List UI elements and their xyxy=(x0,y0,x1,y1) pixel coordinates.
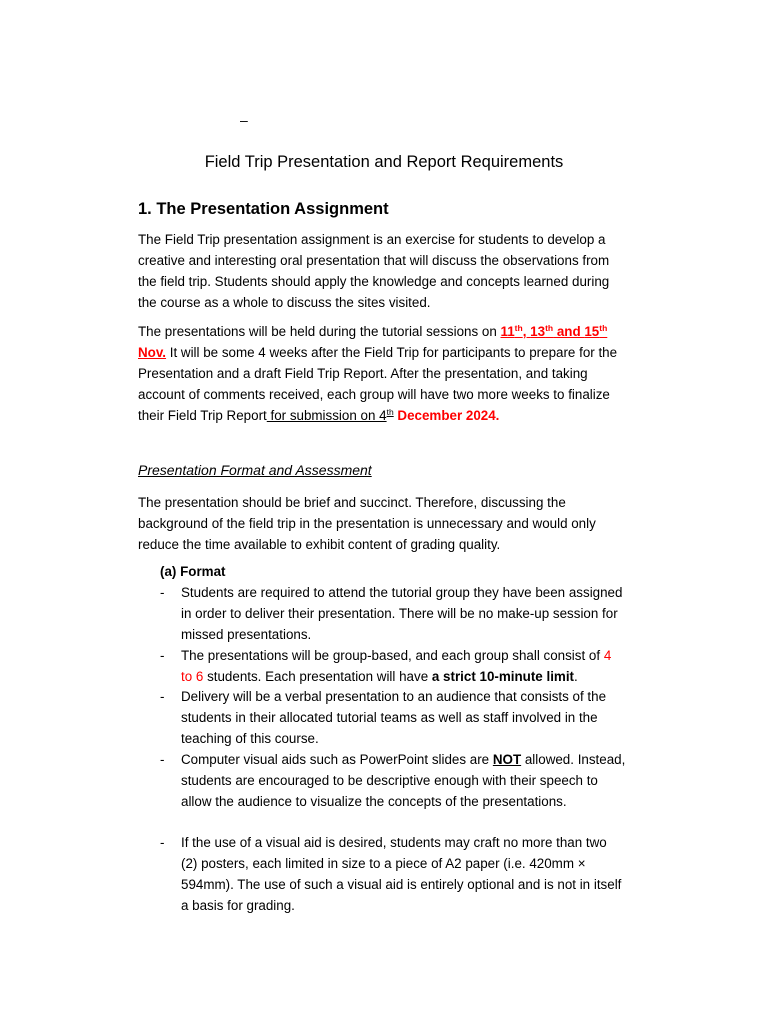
list-item-text: Computer visual aids such as PowerPoint slides are NOT allowed. Instead, students are encouraged to be descriptive enough with their speech to allow the audience to visualize the concepts of the presentations. xyxy=(181,752,626,809)
time-limit: a strict 10-minute limit xyxy=(431,669,575,684)
subheading-presentation-format: Presentation Format and Assessment xyxy=(138,462,372,478)
section-heading-presentation-assignment: 1. The Presentation Assignment xyxy=(138,200,389,218)
paragraph-format-intro: The presentation should be brief and succinct. Therefore, discussing the background of the field trip in the presentation is unnecessary and would only reduce the time available to exhibit content of grading quality. xyxy=(138,495,596,552)
paragraph-assignment-intro: The Field Trip presentation assignment is an exercise for students to develop a creative and interesting oral presentation that will discuss the observations from the field trip. Students should apply the knowledge and concepts learned during the course as a whole to discuss the sites visited. xyxy=(138,232,610,310)
paragraph-presentation-dates: The presentations will be held during the tutorial sessions on 11th, 13th and 15th Nov. It will be some 4 weeks after the Field Trip for participants to prepare for the Presentation and a draft Field Trip Report. After the presentation, and taking account of comments received, each group will have two more weeks to finalize their Field Trip Report for submission on 4th December 2024. xyxy=(138,323,618,423)
list-item-text: Students are required to attend the tutorial group they have been assigned in order to deliver their presentation. There will be no make-up session for missed presentations. xyxy=(181,585,623,642)
dash-mark: – xyxy=(240,112,248,128)
bullet-dash: - xyxy=(160,689,165,704)
bullet-dash: - xyxy=(160,648,165,663)
bullet-dash: - xyxy=(160,835,165,850)
list-item-text: If the use of a visual aid is desired, students may craft no more than two (2) posters, each limited in size to a piece of A2 paper (i.e. 420mm × 594mm). The use of such a visual aid is entirely optional and is not in itself a basis for grading. xyxy=(181,835,622,913)
document-title: Field Trip Presentation and Report Requirements xyxy=(204,153,564,171)
format-label: (a) Format xyxy=(160,564,226,579)
submission-deadline: December 2024. xyxy=(397,408,500,423)
presentation-dates: 11th, 13th and 15th Nov. xyxy=(138,323,608,360)
list-item-text: Delivery will be a verbal presentation to an audience that consists of the students in their allocated tutorial teams as well as staff involved in the teaching of this course. xyxy=(181,689,607,746)
bullet-dash: - xyxy=(160,752,165,767)
bullet-dash: - xyxy=(160,585,165,600)
group-size: 4 to 6 xyxy=(181,648,612,684)
list-item-text: The presentations will be group-based, and each group shall consist of 4 to 6 students. Each presentation will have a strict 10-minute limit. xyxy=(181,648,612,684)
not-allowed-emphasis: NOT xyxy=(492,752,522,767)
